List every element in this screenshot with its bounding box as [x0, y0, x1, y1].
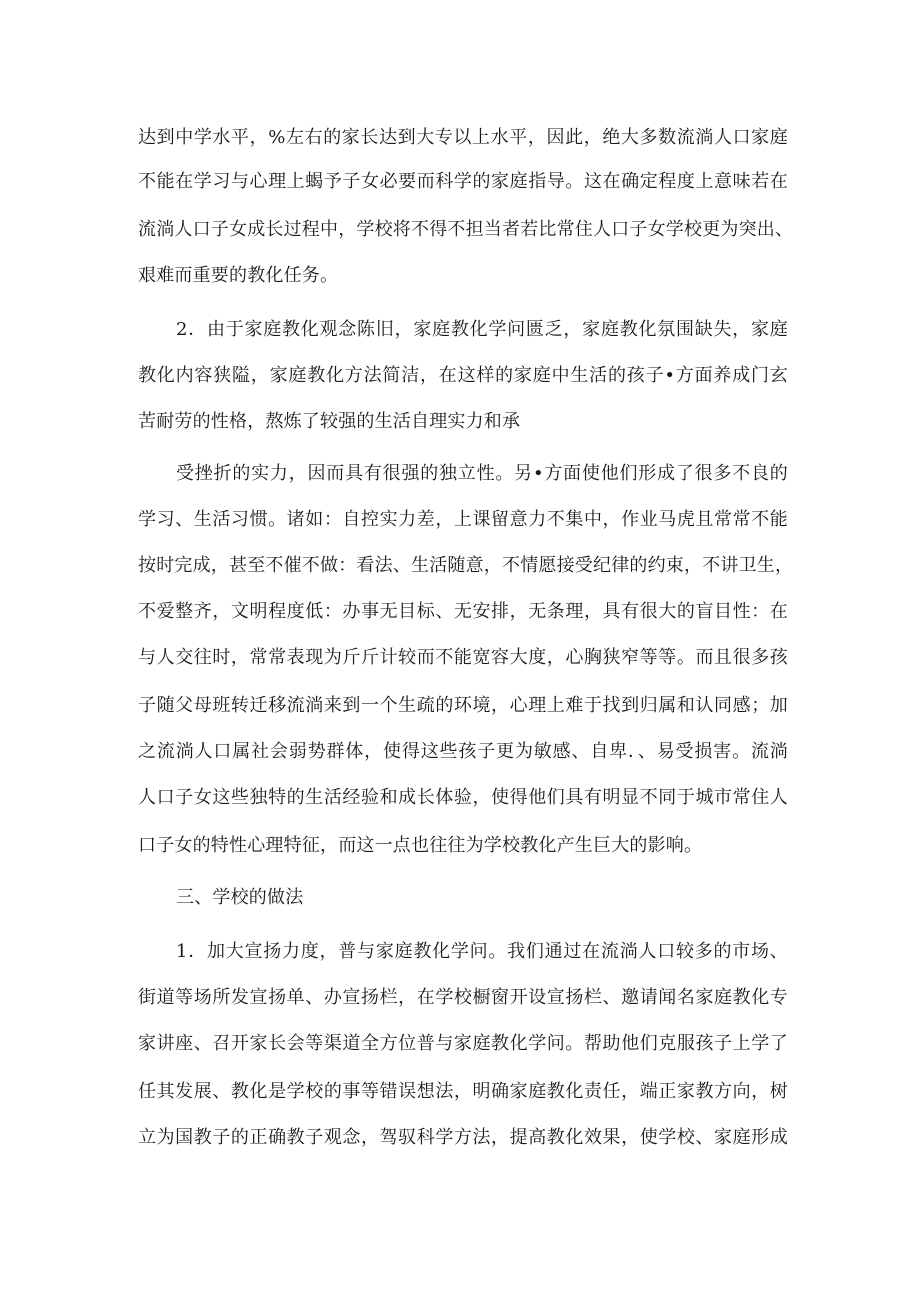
text-line: 达到中学水平，%左右的家长达到大专以上水平，因此，绝大多数流淌人口家庭 — [138, 127, 788, 148]
text-line: 2．由于家庭教化观念陈旧，家庭教化学问匮乏，家庭教化氛围缺失，家庭 — [176, 319, 788, 340]
text-line: 受挫折的实力，因而具有很强的独立性。另•方面使他们形成了很多不良的 — [176, 463, 788, 484]
text-line: 与人交往时，常常表现为斤斤计较而不能宽容大度，心胸狭窄等等。而且很多孩 — [138, 647, 788, 668]
text-line: 立为国教子的正确教子观念，驾驭科学方法，提高教化效果，使学校、家庭形成 — [138, 1127, 788, 1148]
text-line: 1．加大宣扬力度，普与家庭教化学问。我们通过在流淌人口较多的市场、 — [176, 941, 788, 962]
text-line: 教化内容狭隘，家庭教化方法简洁，在这样的家庭中生活的孩子•方面养成门玄 — [138, 365, 788, 386]
text-line: 任其发展、教化是学校的事等错误想法，明确家庭教化责任，端正家教方向，树 — [138, 1081, 788, 1102]
text-line: 之流淌人口属社会弱势群体，使得这些孩子更为敏感、自卑．、易受损害。流淌 — [138, 741, 788, 762]
text-line: 按时完成，甚至不催不做：看法、生活随意，不情愿接受纪律的约束，不讲卫生， — [138, 555, 794, 576]
text-line: 家讲座、召开家长会等渠道全方位普与家庭教化学问。帮助他们克服孩子上学了 — [138, 1033, 788, 1054]
text-line: 苦耐劳的性格，熬炼了较强的生活自理实力和承 — [138, 411, 521, 432]
text-line: 子随父母班转迁移流淌来到一个生疏的环境，心理上难于找到归属和认同感；加 — [138, 695, 788, 716]
text-line: 街道等场所发宣扬单、办宣扬栏，在学校橱窗开设宣扬栏、邀请闻名家庭教化专 — [138, 987, 788, 1008]
text-line: 不能在学习与心理上蝎予子女必要而科学的家庭指导。这在确定程度上意味若在 — [138, 171, 788, 192]
text-line: 学习、生活习惯。诸如：自控实力差，上课留意力不集中，作业马虎且常常不能 — [138, 509, 788, 530]
text-line: 艰难而重要的教化任务。 — [138, 265, 339, 286]
text-line: 人口子女这些独特的生活经验和成长体验，使得他们具有明显不同于城市常住人 — [138, 787, 788, 808]
section-heading: 三、学校的做法 — [176, 887, 304, 908]
text-line: 流淌人口子女成长过程中，学校将不得不担当者若比常住人口子女学校更为突出、 — [138, 219, 794, 240]
text-line: 不爱整齐，文明程度低：办事无目标、无安排，无条理，具有很大的盲目性：在 — [138, 601, 788, 622]
text-line: 口子女的特性心理特征，而这一点也往往为学校教化产生巨大的影响。 — [138, 835, 703, 856]
